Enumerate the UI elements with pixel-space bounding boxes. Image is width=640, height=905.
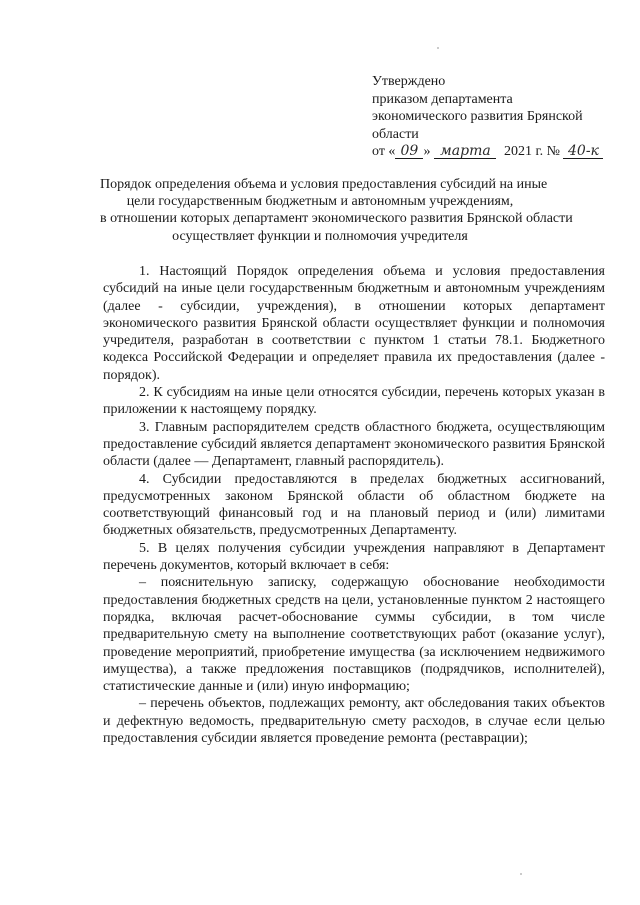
title-line-1: Порядок определения объема и условия предоставления субсидий на иные — [100, 177, 548, 192]
title-line-4: осуществляет функции и полномочия учредителя — [172, 228, 468, 244]
date-mid: » — [423, 144, 431, 159]
title-line-2: цели государственным бюджетным и автономным учреждениям, — [126, 194, 514, 210]
approval-label: Утверждено — [372, 74, 446, 89]
approval-date-line — [372, 143, 622, 161]
paragraph-2: 2. К субсидиям на иные цели относятся субсидии, перечень которых указан в приложении к настоящему порядку. — [103, 385, 605, 418]
approval-order-line: приказом департамента — [372, 91, 513, 107]
paragraph-1: 1. Настоящий Порядок определения объема и условия предоставления субсидий на иные цели государственным бюджетным и автономным учреждениям (далее - субсидии, учреждения), в отношении которых департамент экономического развития Брянской области осуществляет функции и полномочия учредителя, разработан в соответствии с пунктом 1 статьи 78.1. Бюджетного кодекса Российской Федерации и определяет правила их предоставления (далее - порядок). — [103, 264, 605, 383]
handwritten-day: 09 — [395, 144, 423, 159]
approval-region-line: области — [372, 126, 419, 142]
scan-speck — [437, 47, 439, 49]
list-item-explanatory-note: – пояснительную записку, содержащую обоснование необходимости предоставления бюджетных средств на цели, установленные пунктом 2 настоящего порядка, включая расчет-обоснование суммы субсидии, в том числе предварительную смету на выполнение соответствующих работ (оказание услуг), проведение мероприятий, приобретение имущества (за исключением недвижимого имущества), а также предложения поставщиков (подрядчиков, исполнителей), статистические данные и (или) иную информацию; — [103, 575, 605, 695]
scan-speck — [520, 873, 522, 875]
date-prefix: от « — [372, 144, 396, 159]
paragraph-3: 3. Главным распорядителем средств областного бюджета, осуществляющим предоставление субсидий является департамент экономического развития Брянской области (далее — Департамент, главный распорядитель). — [103, 419, 605, 470]
date-year: 2021 г. № — [503, 144, 560, 159]
approval-department-line: экономического развития Брянской — [372, 109, 583, 124]
paragraph-4: 4. Субсидии предоставляются в пределах бюджетных ассигнований, предусмотренных законом Брянской области об областном бюджете на соответствующий финансовый год и на плановый период и (или) лимитами бюджетных обязательств, предусмотренных Департаменту. — [103, 471, 605, 539]
handwritten-month: марта — [434, 144, 496, 159]
title-line-3: в отношении которых департамент экономического развития Брянской области — [100, 211, 573, 227]
approval-block — [372, 73, 622, 161]
document-body — [103, 263, 605, 747]
document-title — [100, 176, 573, 245]
paragraph-5: 5. В целях получения субсидии учреждения направляют в Департамент перечень документов, который включает в себя: — [103, 540, 605, 574]
handwritten-order-number: 40-к — [563, 144, 603, 159]
list-item-repair-objects: – перечень объектов, подлежащих ремонту, акт обследования таких объектов и дефектную ведомость, предварительную смету расходов, в случае если целью предоставления субсидии является проведение ремонта (реставрации); — [103, 696, 605, 747]
